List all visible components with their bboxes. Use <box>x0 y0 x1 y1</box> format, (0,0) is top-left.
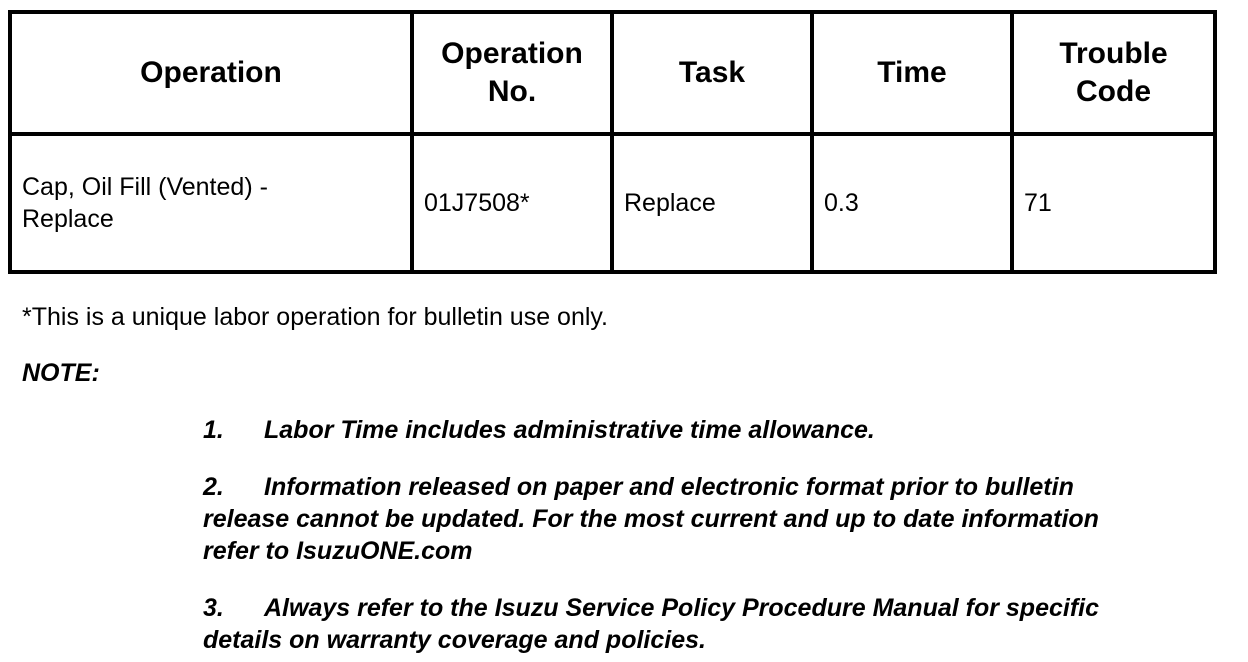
header-operation-no-line1: Operation <box>441 37 583 70</box>
header-operation-no <box>412 12 612 134</box>
cell-operation <box>10 134 412 272</box>
labor-operation-table <box>8 10 1217 274</box>
footnote: *This is a unique labor operation for bulletin use only. <box>22 303 608 331</box>
cell-operation-line1: Cap, Oil Fill (Vented) - <box>22 173 268 201</box>
note-item-1 <box>203 414 1223 446</box>
table-row <box>10 134 1215 272</box>
note-item-number: 1. <box>203 416 224 444</box>
cell-operation-no: 01J7508* <box>412 134 612 272</box>
note-item-2 <box>203 471 1223 567</box>
cell-time: 0.3 <box>812 134 1012 272</box>
header-trouble-code-line2: Code <box>1076 75 1151 108</box>
table-header-row <box>10 12 1215 134</box>
note-item-3 <box>203 592 1223 656</box>
header-task-label: Task <box>678 56 746 89</box>
note-item-line: refer to IsuzuONE.com <box>203 537 473 565</box>
cell-operation-line2: Replace <box>22 205 114 233</box>
note-item-line: Always refer to the Isuzu Service Policy Procedure Manual for specific <box>264 594 1100 622</box>
header-trouble-code-line1: Trouble <box>1059 37 1168 70</box>
note-item-line: release cannot be updated. For the most current and up to date information <box>203 505 1099 533</box>
header-trouble-code <box>1012 12 1215 134</box>
cell-trouble-code: 71 <box>1012 134 1215 272</box>
header-operation-no-line2: No. <box>487 75 537 108</box>
note-item-line: details on warranty coverage and policies. <box>203 626 706 654</box>
note-item-line: Labor Time includes administrative time allowance. <box>264 416 875 444</box>
header-task <box>612 12 812 134</box>
header-operation-label: Operation <box>140 56 282 89</box>
header-time-label: Time <box>877 56 947 89</box>
header-time <box>812 12 1012 134</box>
note-item-number: 3. <box>203 594 224 622</box>
note-item-line: Information released on paper and electronic format prior to bulletin <box>264 473 1074 501</box>
cell-task: Replace <box>612 134 812 272</box>
note-item-number: 2. <box>203 473 224 501</box>
note-label: NOTE: <box>22 359 100 387</box>
header-operation <box>10 12 412 134</box>
